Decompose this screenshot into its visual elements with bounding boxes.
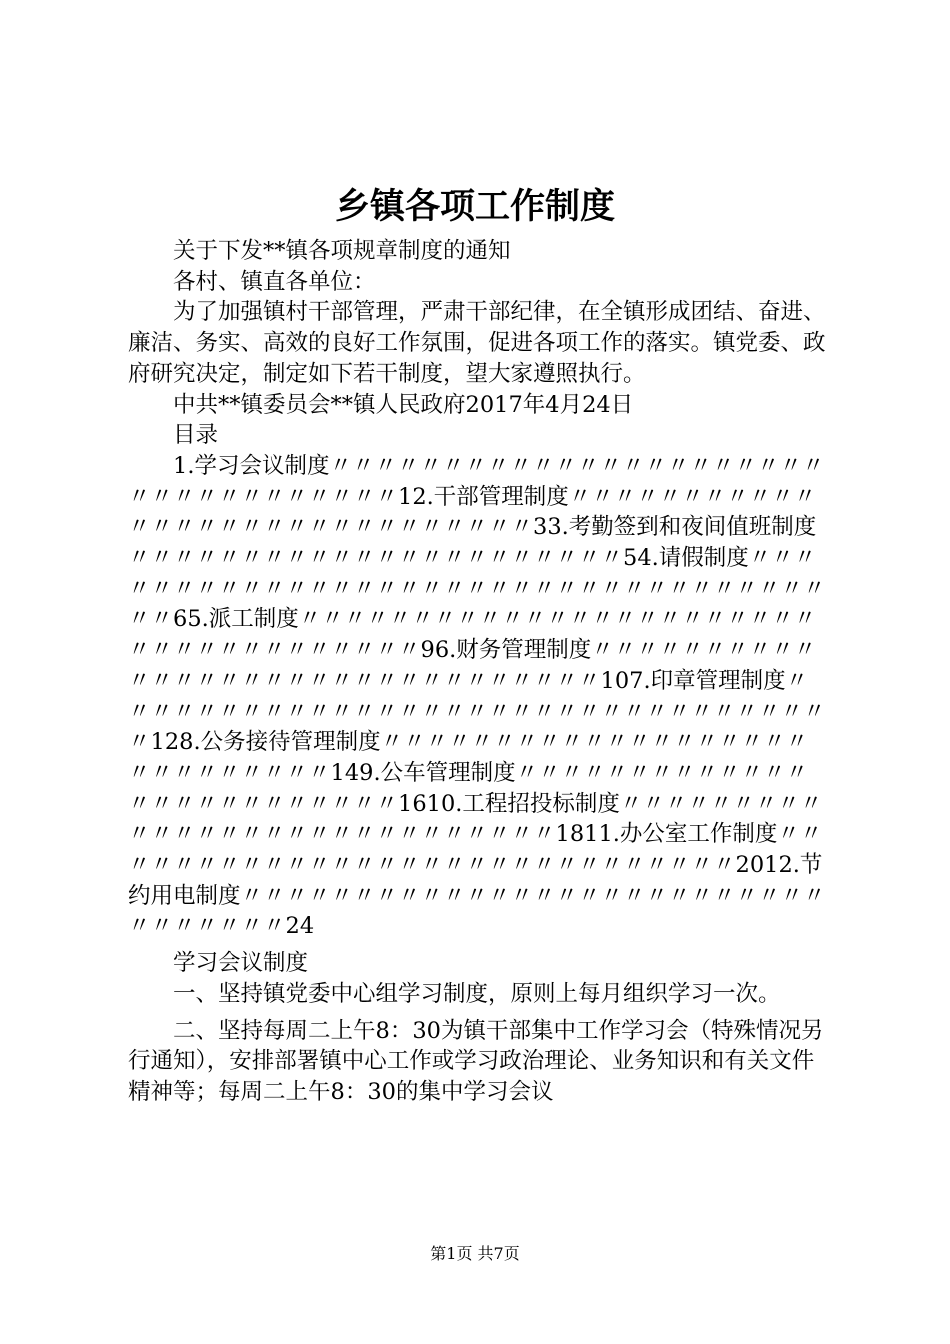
signature-line: 中共**镇委员会**镇人民政府2017年4月24日 [173, 391, 634, 418]
table-of-contents: 1.学习会议制度〃〃〃〃〃〃〃〃〃〃〃〃〃〃〃〃〃〃〃〃〃〃〃〃〃〃〃〃〃〃〃〃〃〃12.干部管理制度〃〃〃〃〃〃〃〃〃〃〃〃〃〃〃〃〃〃〃〃〃〃〃〃〃〃〃〃〃33.考勤签到和夜间值班制度〃〃〃〃〃〃〃〃〃〃〃〃〃〃〃〃〃〃〃〃〃〃54.请假制度〃〃〃〃〃〃〃〃〃〃〃〃〃〃〃〃〃〃〃〃〃〃〃〃〃〃〃〃〃〃〃〃〃〃〃〃65.派工制度〃〃〃〃〃〃〃〃〃〃〃〃〃〃〃〃〃〃〃〃〃〃〃〃〃〃〃〃〃〃〃〃〃〃〃〃96.财务管理制度〃〃〃〃〃〃〃〃〃〃〃〃〃〃〃〃〃〃〃〃〃〃〃〃〃〃〃〃〃〃〃107.印章管理制度〃〃〃〃〃〃〃〃〃〃〃〃〃〃〃〃〃〃〃〃〃〃〃〃〃〃〃〃〃〃〃〃〃128.公务接待管理制度〃〃〃〃〃〃〃〃〃〃〃〃〃〃〃〃〃〃〃〃〃〃〃〃〃〃〃〃149.公车管理制度〃〃〃〃〃〃〃〃〃〃〃〃〃〃〃〃〃〃〃〃〃〃〃〃〃1610.工程招投标制度〃〃〃〃〃〃〃〃〃〃〃〃〃〃〃〃〃〃〃〃〃〃〃〃〃〃〃〃1811.办公室工作制度〃〃〃〃〃〃〃〃〃〃〃〃〃〃〃〃〃〃〃〃〃〃〃〃〃〃〃〃〃2012.节约用电制度〃〃〃〃〃〃〃〃〃〃〃〃〃〃〃〃〃〃〃〃〃〃〃〃〃〃〃〃〃〃〃〃〃24 [128, 452, 826, 940]
intro-paragraph: 为了加强镇村干部管理，严肃干部纪律，在全镇形成团结、奋进、廉洁、务实、高效的良好工作氛围，促进各项工作的落实。镇党委、政府研究决定，制定如下若干制度，望大家遵照执行。 [128, 299, 826, 387]
salutation: 各村、镇直各单位： [173, 268, 376, 295]
document-body [128, 236, 828, 1108]
notice-title: 关于下发**镇各项规章制度的通知 [173, 238, 511, 264]
body-paragraph: 二、坚持每周二上午8：30为镇干部集中工作学习会（特殊情况另行通知），安排部署镇中心工作或学习政治理论、业务知识和有关文件精神等；每周二上午8：30的集中学习会议 [128, 1017, 824, 1105]
section-heading: 学习会议制度 [173, 950, 309, 977]
body-paragraph: 一、坚持镇党委中心组学习制度，原则上每月组织学习一次。 [173, 980, 781, 1007]
toc-heading: 目录 [173, 422, 219, 449]
page-indicator: 第1页 共7页 [430, 1244, 520, 1263]
document-title: 乡镇各项工作制度 [334, 187, 615, 227]
